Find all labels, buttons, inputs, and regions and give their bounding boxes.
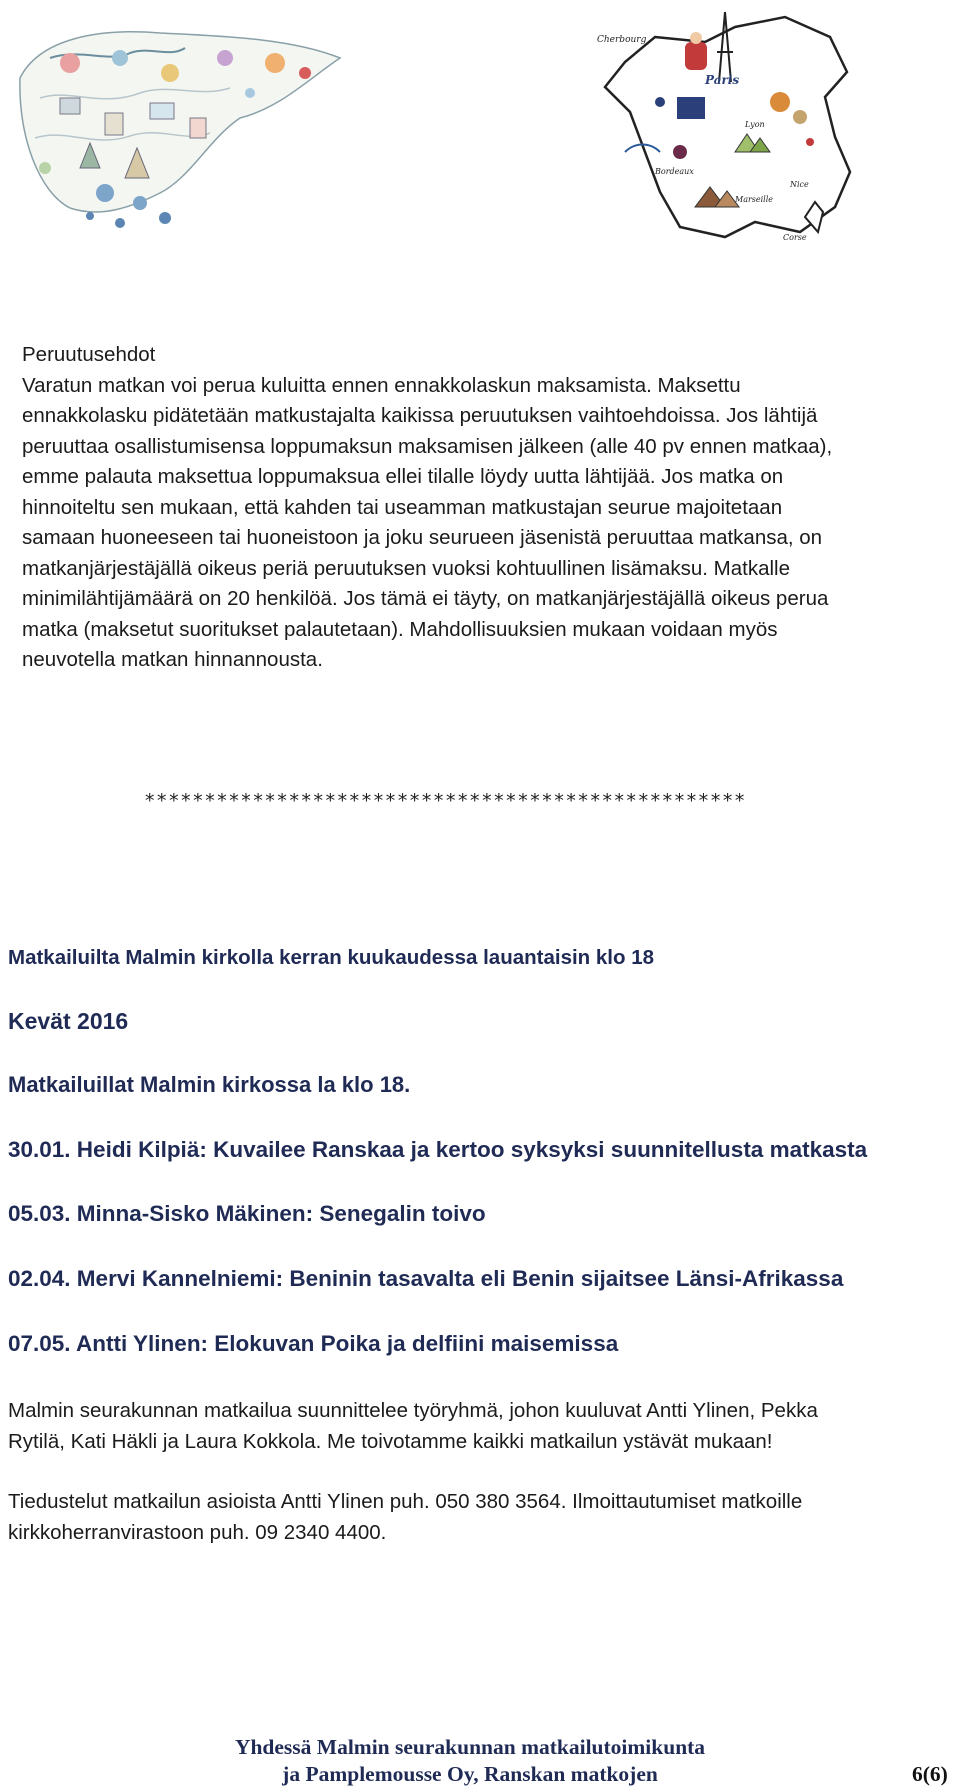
events-title: Matkailuilta Malmin kirkolla kerran kuukaudessa lauantaisin klo 18 (8, 946, 655, 969)
terms-line: matka (maksetut suoritukset palautetaan). Mahdollisuuksien mukaan voidaan myös (22, 617, 778, 641)
terms-line: neuvotella matkan hinnannousta. (22, 648, 323, 671)
terms-line: ennakkolasku pidätetään matkustajalta kaikissa peruutuksen vaihtoehdoissa. Jos lähtijä (22, 404, 818, 427)
illustrated-map-left (10, 18, 350, 243)
france-map-illustration (585, 2, 867, 264)
cancellation-terms (22, 340, 942, 676)
map-label-marseille: Marseille (735, 195, 774, 204)
contact-line: Tiedustelut matkailun asioista Antti Ylinen puh. 050 380 3564. Ilmoittautumiset matkoille (8, 1490, 803, 1513)
asterisk-separator: ************************************************** (144, 790, 746, 812)
events-season: Kevät 2016 (8, 1008, 129, 1034)
terms-line: samaan huoneeseen tai huoneistoon ja joku seurueen jäsenistä peruuttaa matkansa, on (22, 526, 823, 549)
planning-line: Malmin seurakunnan matkailua suunnittelee työryhmä, johon kuuluvat Antti Ylinen, Pekka (8, 1399, 818, 1422)
planning-paragraph (8, 1395, 948, 1457)
page-footer (120, 1734, 820, 1788)
terms-line: matkanjärjestäjällä oikeus periä peruutuksen vuoksi kohtuullinen lisämaksu. Matkalle (22, 556, 791, 580)
map-label-lyon: Lyon (745, 120, 765, 129)
contact-line: kirkkoherranvirastoon puh. 09 2340 4400. (8, 1521, 387, 1544)
event-item: 30.01. Heidi Kilpiä: Kuvailee Ranskaa ja kertoo syksyksi suunnitellusta matkasta (8, 1137, 868, 1162)
map-label-paris: Paris (705, 73, 740, 87)
event-item: 07.05. Antti Ylinen: Elokuvan Poika ja delfiini maisemissa (8, 1331, 619, 1356)
map-label-bordeaux: Bordeaux (655, 167, 694, 176)
planning-line: Rytilä, Kati Häkli ja Laura Kokkola. Me toivotamme kaikki matkailun ystävät mukaan! (8, 1430, 773, 1453)
footer-line-1: Yhdessä Malmin seurakunnan matkailutoimikunta (234, 1735, 706, 1759)
terms-line: emme palauta maksettua loppumaksua ellei tilalle löydy uutta lähtijää. Jos matka on (22, 465, 784, 488)
contact-paragraph (8, 1486, 948, 1548)
map-label-cherbourg: Cherbourg (597, 35, 647, 45)
terms-line: peruuttaa osallistumisensa loppumaksun maksamisen jälkeen (alle 40 pv ennen matkaa), (22, 434, 833, 458)
terms-heading: Peruutusehdot (22, 343, 156, 366)
event-item: 02.04. Mervi Kannelniemi: Beninin tasavalta eli Benin sijaitsee Länsi-Afrikassa (8, 1266, 844, 1291)
terms-line: minimilähtijämäärä on 20 henkilöä. Jos tämä ei täyty, on matkanjärjestäjällä oikeus perua (22, 587, 829, 610)
event-item: 05.03. Minna-Sisko Mäkinen: Senegalin toivo (8, 1201, 486, 1226)
terms-line: hinnoiteltu sen mukaan, että kahden tai useamman matkustajan seurue majoitetaan (22, 495, 783, 519)
page-number: 6(6) (912, 1762, 948, 1786)
map-label-nice: Nice (790, 180, 809, 189)
events-subtitle: Matkailuillat Malmin kirkossa la klo 18. (8, 1072, 411, 1097)
footer-line-2: ja Pamplemousse Oy, Ranskan matkojen (282, 1762, 658, 1786)
map-label-corse: Corse (783, 233, 807, 242)
terms-line: Varatun matkan voi perua kuluitta ennen ennakkolaskun maksamista. Maksettu (22, 373, 741, 397)
